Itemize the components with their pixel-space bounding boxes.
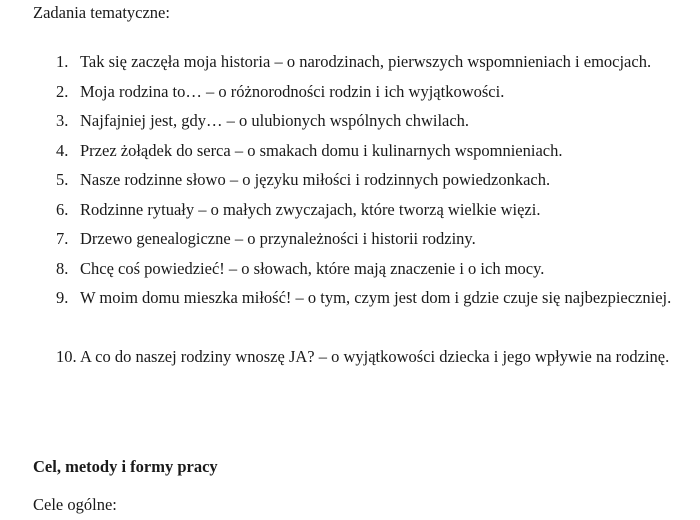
- list-item: [56, 283, 680, 313]
- bold-heading-goals-methods: Cel, metody i formy pracy: [33, 457, 218, 476]
- list-item-number: 1.: [56, 52, 69, 71]
- subheading-general-goals: Cele ogólne:: [33, 495, 117, 514]
- list-item: [56, 136, 680, 166]
- list-item: [56, 77, 680, 107]
- list-item: [56, 224, 680, 254]
- section-heading-thematic-tasks: Zadania tematyczne:: [33, 3, 170, 22]
- list-item-text: Drzewo genealogiczne – o przynależności i historii rodziny.: [80, 229, 476, 248]
- list-item-number: 3.: [56, 111, 69, 130]
- list-item-number: 7.: [56, 229, 69, 248]
- list-item: [56, 195, 680, 225]
- list-item-text: A co do naszej rodziny wnoszę JA? – o wyjątkowości dziecka i jego wpływie na rodzinę.: [80, 347, 670, 366]
- list-item-number: 4.: [56, 140, 69, 160]
- list-item-text: Chcę coś powiedzieć! – o słowach, które mają znaczenie i o ich mocy.: [80, 258, 545, 278]
- list-item-number: 2.: [56, 81, 69, 101]
- list-item-text: W moim domu mieszka miłość! – o tym, czym jest dom i gdzie czuje się najbezpieczniej.: [80, 288, 672, 307]
- list-item-text: Najfajniej jest, gdy… – o ulubionych wspólnych chwilach.: [80, 111, 470, 130]
- list-item-text: Rodzinne rytuały – o małych zwyczajach, które tworzą wielkie więzi.: [80, 199, 541, 219]
- list-item-text: Tak się zaczęła moja historia – o narodzinach, pierwszych wspomnieniach i emocjach.: [80, 52, 652, 71]
- list-item-number: 10.: [56, 347, 77, 366]
- list-item-text: Moja rodzina to… – o różnorodności rodzin i ich wyjątkowości.: [80, 81, 505, 101]
- list-item-text: Nasze rodzinne słowo – o języku miłości i rodzinnych powiedzonkach.: [80, 170, 551, 189]
- list-item: [56, 47, 680, 77]
- list-item: [56, 254, 680, 284]
- list-item: [56, 165, 680, 195]
- list-item-number: 8.: [56, 258, 69, 278]
- list-item-number: 9.: [56, 288, 69, 307]
- list-item-number: 6.: [56, 199, 69, 219]
- list-item-number: 5.: [56, 170, 69, 189]
- list-item: [56, 342, 680, 372]
- list-item: [56, 106, 680, 136]
- list-item-text: Przez żołądek do serca – o smakach domu i kulinarnych wspomnieniach.: [80, 140, 563, 160]
